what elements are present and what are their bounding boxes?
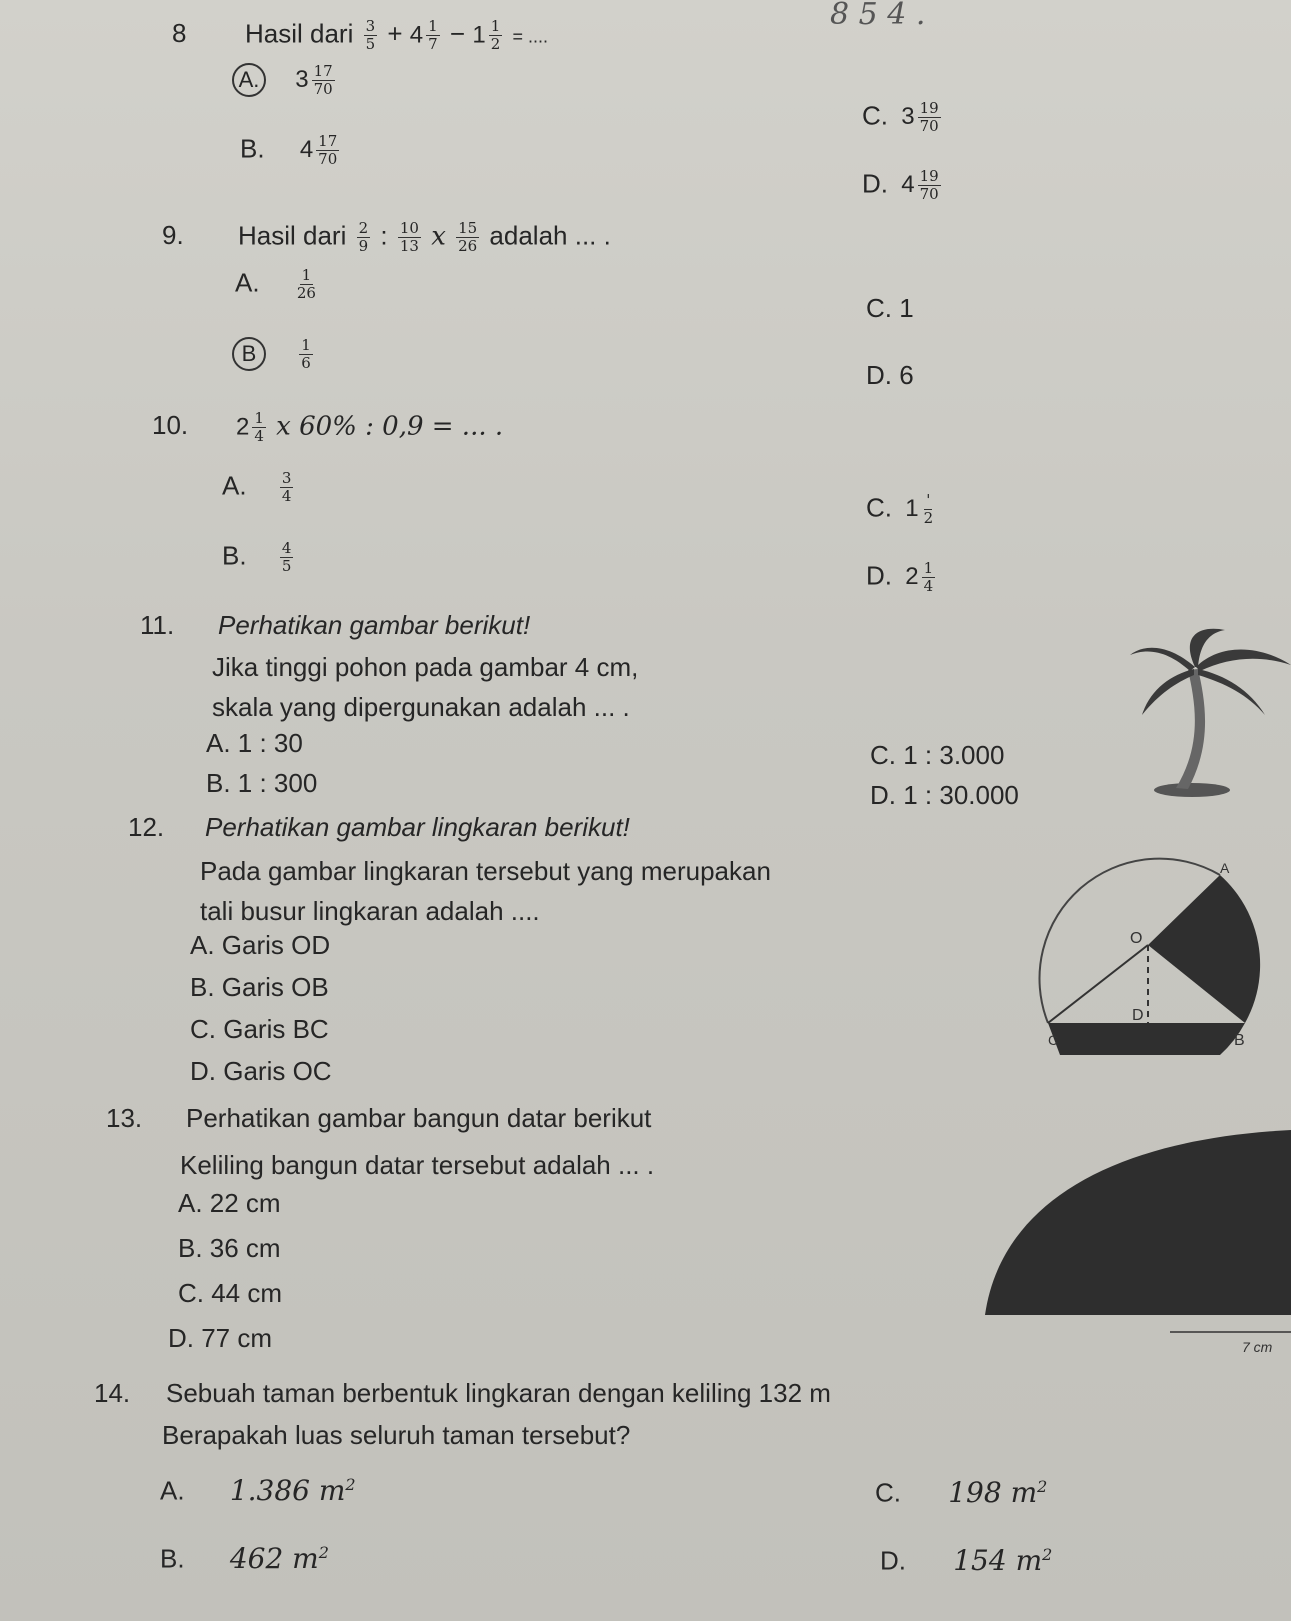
q8-option-c-letter: C. bbox=[862, 100, 888, 131]
q8-number: 8 bbox=[172, 18, 187, 48]
q13-title: Perhatikan gambar bangun datar berikut bbox=[186, 1103, 652, 1133]
q14-option-c[interactable]: C. 198 $m^2$ bbox=[875, 1475, 1048, 1509]
q8-frac-c: $\frac{1}{2}$ bbox=[490, 17, 501, 53]
q12-option-b[interactable]: B. Garis OB bbox=[190, 972, 329, 1002]
q12-option-a[interactable]: A. Garis OD bbox=[190, 930, 331, 960]
label-d: D bbox=[1132, 1007, 1144, 1024]
q14-line1: Sebuah taman berbentuk lingkaran dengan keliling 132 m bbox=[166, 1378, 831, 1408]
label-a: A bbox=[1220, 860, 1230, 876]
q8-option-c[interactable]: C. 3 $\frac{19}{70}$ bbox=[862, 99, 939, 135]
q11-option-b[interactable]: B. 1 : 300 bbox=[206, 768, 318, 798]
q8-scribble: 8 5 4 . bbox=[830, 0, 926, 32]
q8-c-whole: 1 bbox=[472, 21, 486, 49]
q8-option-b[interactable]: B. 4 $\frac{17}{70}$ bbox=[240, 132, 338, 168]
q11-number: 11. bbox=[140, 610, 175, 640]
q8-question: Hasil dari $\frac{3}{5}$ + 4 $\frac{1}{7}$ − 1 $\frac{1}{2}$ = .... bbox=[245, 17, 549, 53]
q9-number: 9. bbox=[162, 220, 184, 250]
q10-number: 10. bbox=[152, 410, 189, 440]
label-c: C bbox=[1048, 1032, 1059, 1048]
q10-question: 2 $\frac{1}{4}$ x 60% : 0,9 = ... . bbox=[236, 409, 504, 445]
label-o: O bbox=[1130, 930, 1143, 947]
q8-b-whole: 4 bbox=[409, 21, 424, 49]
q13-option-b[interactable]: B. 36 cm bbox=[178, 1233, 281, 1263]
q11-title: Perhatikan gambar berikut! bbox=[218, 610, 531, 640]
q14-option-b[interactable]: B. 462 $m^2$ bbox=[160, 1541, 329, 1575]
q10-option-b[interactable]: B. $\frac{4}{5}$ bbox=[222, 539, 292, 575]
q13-number: 13. bbox=[106, 1103, 143, 1133]
q12-number: 12. bbox=[128, 812, 165, 842]
q10-option-d[interactable]: D. 2 $\frac{1}{4}$ bbox=[866, 559, 934, 595]
q11-option-c[interactable]: C. 1 : 3.000 bbox=[870, 740, 1005, 770]
q11-line2: skala yang dipergunakan adalah ... . bbox=[212, 692, 630, 722]
q13-option-c[interactable]: C. 44 cm bbox=[178, 1278, 283, 1308]
q9-option-d[interactable]: D. 6 bbox=[866, 360, 914, 390]
q14-option-d[interactable]: D. 154 $m^2$ bbox=[880, 1543, 1053, 1577]
q10-option-c[interactable]: C. 1 $\frac{'}{2}$ bbox=[866, 491, 934, 527]
label-b: B bbox=[1234, 1032, 1245, 1049]
q11-option-a[interactable]: A. 1 : 30 bbox=[206, 728, 303, 758]
q9-option-b[interactable]: B $\frac{1}{6}$ bbox=[240, 337, 316, 372]
q13-option-d[interactable]: D. 77 cm bbox=[168, 1323, 273, 1353]
q8-tail: = .... bbox=[512, 26, 549, 47]
q9-option-c[interactable]: C. 1 bbox=[866, 293, 914, 323]
q14-line2: Berapakah luas seluruh taman tersebut? bbox=[162, 1420, 631, 1450]
q9-tail: adalah ... . bbox=[489, 220, 611, 251]
q12-option-c[interactable]: C. Garis BC bbox=[190, 1014, 329, 1044]
q8-option-d-letter: D. bbox=[862, 168, 888, 199]
q8-prompt: Hasil dari bbox=[245, 18, 354, 49]
q9-question: Hasil dari $\frac{2}{9}$ : $\frac{10}{13}$ x $\frac{15}{26}$ adalah ... . bbox=[238, 219, 611, 255]
q11-option-d[interactable]: D. 1 : 30.000 bbox=[870, 780, 1019, 810]
q11-line1: Jika tinggi pohon pada gambar 4 cm, bbox=[212, 652, 639, 682]
q13-line1: Keliling bangun datar tersebut adalah ... . bbox=[180, 1150, 655, 1180]
q10-option-a[interactable]: A. $\frac{3}{4}$ bbox=[222, 469, 292, 505]
q12-title: Perhatikan gambar lingkaran berikut! bbox=[205, 812, 630, 842]
q8-option-b-letter: B. bbox=[240, 133, 265, 164]
q8-frac-a: $\frac{3}{5}$ bbox=[365, 17, 376, 53]
q8-frac-b: $\frac{1}{7}$ bbox=[428, 17, 438, 53]
circle-diagram bbox=[1020, 845, 1291, 1080]
q8-option-a[interactable]: A. 3 $\frac{17}{70}$ bbox=[240, 63, 338, 98]
q9-prompt: Hasil dari bbox=[238, 220, 347, 251]
q12-line2: tali busur lingkaran adalah .... bbox=[200, 896, 540, 926]
semicircle-shape bbox=[980, 1130, 1291, 1355]
q13-option-a[interactable]: A. 22 cm bbox=[178, 1188, 281, 1218]
q14-option-a[interactable]: A. 1.386 $m^2$ bbox=[160, 1473, 356, 1507]
q14-number: 14. bbox=[94, 1378, 131, 1408]
palm-tree-image bbox=[1130, 625, 1291, 800]
q12-option-d[interactable]: D. Garis OC bbox=[190, 1056, 332, 1086]
q9-option-a[interactable]: A. $\frac{1}{26}$ bbox=[235, 266, 316, 302]
q8-option-d[interactable]: D. 4 $\frac{19}{70}$ bbox=[862, 167, 939, 203]
q8-option-a-letter: A. bbox=[232, 63, 266, 97]
q12-line1: Pada gambar lingkaran tersebut yang merupakan bbox=[200, 856, 771, 886]
diameter-label: 7 cm bbox=[1242, 1339, 1273, 1355]
q9-option-b-letter: B bbox=[232, 337, 266, 371]
